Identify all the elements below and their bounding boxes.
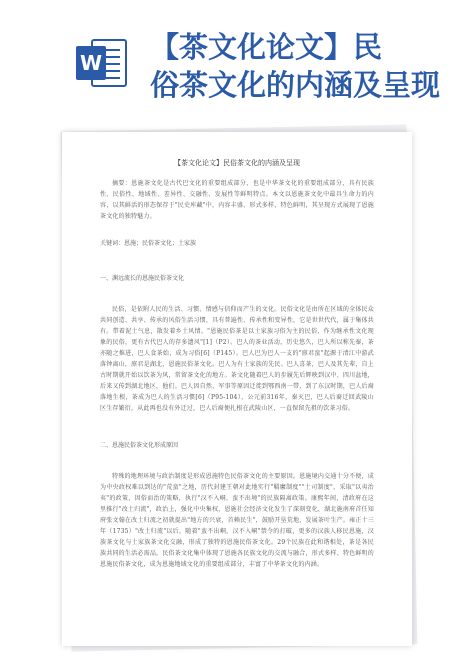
word-document-icon	[74, 36, 128, 90]
keywords-line: 关键词：恩施；民俗茶文化；土家族	[100, 240, 197, 247]
document-title: 【茶文化论文】民俗茶文化的内涵及呈现	[174, 159, 300, 167]
svg-text:W: W	[79, 51, 103, 75]
banner-title-line2: 俗茶文化的内涵及呈现	[150, 68, 441, 102]
section-2-heading: 二、恩施民俗茶文化形成原因	[100, 442, 179, 449]
abstract-paragraph: 摘要：恩施茶文化是古代巴文化的重要组成部分，也是中华茶文化的重要组成部分，具有民族性、民俗性、地域性、差异性、交融性、发展性等鲜明特点。本文以恩施茶文化中最具生命力的内容，以其鲜活的形态保存于"民史库藏"中，内容丰盛、形式多样，特色鲜明，其呈现方式展现了恩施茶文化的独特魅力。	[100, 180, 374, 220]
section-2-paragraph: 特殊的地理环境与政治制度是形成恩施特色民俗茶文化的主要原因。恩施境内交通十分不便，成为中央政权难以到达的"荒蛮"之地，历代封建王朝对此地实行"羁縻制度""土司制度"，采取"以夷治夷"的政策，因俗而治的策略，执行"汉不入峒，蛮不出境"的民族隔离政策。康熙年间，清政府在这里推行"改土归流"，政治上，强化中央集权，恩施社会经济文化发生了深刻变化，湖北施南府首任知府张文翰在改土归流之初就提出"地方的兴衰，首赖民生"，鼓励开垦荒地，发展茶叶生产。雍正十三年（1735）"改土归流"以后，随着"蛮不出峒，汉不入峒"禁令的打破，更多的汉族人移民恩施，汉族茶文化与土家族茶文化交融，形成了独特的恩施民俗茶文化。29个民族在此和谐相处，茶是各民族共同的生活必需品，民俗茶文化集中体现了恩施各民族文化的交流与融合，形式多样、特色鲜明的恩施民俗茶文化，成为恩施地域文化的重要组成部分，丰富了中华茶文化的内涵。	[100, 473, 374, 568]
banner-title	[150, 28, 468, 104]
banner-title-line1: 【茶文化论文】民	[150, 30, 383, 64]
banner	[0, 0, 474, 120]
document-page	[62, 132, 412, 646]
section-1-paragraph: 民俗，是依附人民的生活、习惯、情感与信仰而产生的文化。民俗文化是由所在区域的全体民众共同创造、共享、传承的风俗生活习惯，具有普遍性、传承性和变异性，它是世世代代，属于集体共有。带着泥土气息，散发着乡土风情。"恩施民俗茶是以土家族习俗为主的民俗，作为继承性文化现象的民俗，更有古代巴人的存多遗风"[1]（P2）。巴人的茶业活动，历史悠久，巴人所以称先秦，茶亦随之推进，巴人食茶始，成为习俗[6]（P145）。巴人巴为巴人一支的"廪君蛮"起源于清江中游武落钟离山，廪君是湖北，恩施民俗茶文化。巴人为有土家族的先民。巴人喜茶，巴人及其先辈，自上古时期就开始以饮茶为风，常留茶文化的地方。茶文化随着巴人的步履先后辉映到汉中、四川盆地，后来又传到湖北地区，他们。巴人因自然，军事等原因迁徙到鄂西南一带，到了东汉时期，巴人后裔落地生根，茶成为巴人的生活习惯[6]（P95-104），公元前316年，秦灭巴，巴人后裔迁回武陵山区生存繁衍，从此再也没有外迁过，巴人后裔便扎根在武陵山区，一直保留先祖的饮茶习俗。	[100, 306, 374, 412]
section-1-heading: 一、渊远流长的恩施民俗茶文化	[100, 275, 185, 282]
